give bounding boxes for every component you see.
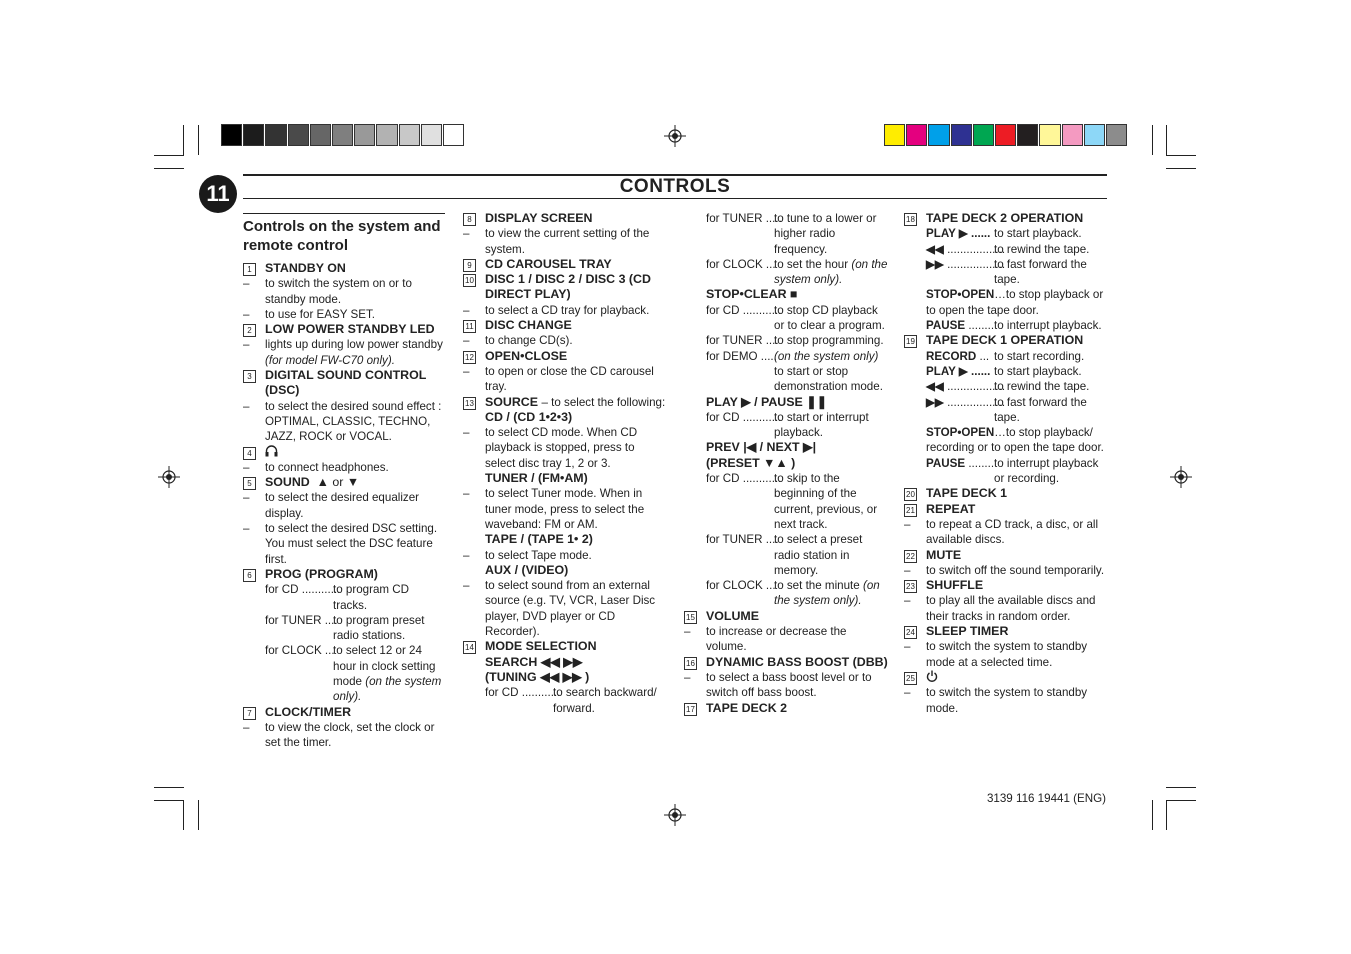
item-description: – to select the desired equalizer display. xyxy=(243,490,445,521)
item-description: – to select CD mode. When CD playback is stopped, press to select disc tray 1, 2 or 3. xyxy=(463,425,668,471)
crop-mark xyxy=(154,800,184,801)
control-item: 25 xyxy=(904,670,1109,685)
registration-mark-icon xyxy=(664,125,686,147)
mode-row: PLAY ▶ ...... to start playback. xyxy=(926,364,1082,378)
registration-mark-icon xyxy=(158,466,180,488)
crop-mark xyxy=(198,800,199,830)
color-swatch xyxy=(928,124,949,146)
fast-forward-icon: ▶▶ xyxy=(562,669,582,684)
control-item: 11 DISC CHANGE xyxy=(463,318,668,333)
control-item: 6 PROG (PROGRAM) xyxy=(243,567,445,582)
crop-mark xyxy=(198,125,199,155)
pause-icon: ❚❚ xyxy=(806,394,827,409)
page-number-badge: 11 xyxy=(199,175,237,213)
sub-heading: TAPE / (TAPE 1• 2) xyxy=(485,532,593,547)
play-icon: ▶ xyxy=(958,364,968,378)
crop-mark xyxy=(183,800,184,830)
color-swatch xyxy=(951,124,972,146)
item-description: – to select Tuner mode. When in tuner mode, press to select the waveband: FM or AM. xyxy=(463,486,668,532)
item-description: – to switch the system on or to standby mode. xyxy=(243,276,445,307)
mode-row: for CD ............ to program CD tracks. xyxy=(265,583,410,612)
item-description: – to change CD(s). xyxy=(463,333,668,348)
control-item: 21 REPEAT xyxy=(904,502,1109,517)
color-swatch xyxy=(221,124,242,146)
item-description: – to view the clock, set the clock or set the timer. xyxy=(243,720,445,751)
item-description: – to view the current setting of the system. xyxy=(463,226,668,257)
color-swatch xyxy=(399,124,420,146)
column-3 xyxy=(684,211,889,716)
play-icon: ▶ xyxy=(741,394,751,409)
sub-heading: STOP•CLEAR ■ xyxy=(706,287,798,302)
color-swatch xyxy=(1084,124,1105,146)
control-item: 13 SOURCE – to select the following: xyxy=(463,395,668,410)
mode-row: for CD ............ to start or interrupt playback. xyxy=(706,410,869,440)
item-description: – to select a CD tray for playback. xyxy=(463,303,668,318)
color-swatch xyxy=(443,124,464,146)
headphones-icon xyxy=(265,445,278,457)
color-swatch xyxy=(421,124,442,146)
mode-row: PAUSE ........ to interrupt playback or recording. xyxy=(926,456,1099,486)
mode-row: for TUNER .... to select a preset radio station in memory. xyxy=(706,533,863,577)
color-swatch xyxy=(884,124,905,146)
item-description: – to connect headphones. xyxy=(243,460,445,475)
item-description: – to switch the system to standby mode. xyxy=(904,685,1109,716)
column-2 xyxy=(463,211,668,716)
crop-mark xyxy=(1166,168,1196,169)
item-description: – to select the desired sound effect : OPTIMAL, CLASSIC, TECHNO, JAZZ, ROCK or VOCAL. xyxy=(243,399,445,445)
control-item: 15 VOLUME xyxy=(684,609,889,624)
mode-row: STOP•OPEN…to stop playback/ recording or to open the tape door. xyxy=(926,426,1104,455)
control-item: 3 DIGITAL SOUND CONTROL (DSC) xyxy=(243,368,445,399)
item-description: – to select a bass boost level or to switch off bass boost. xyxy=(684,670,889,701)
crop-mark xyxy=(1166,800,1167,830)
item-description: – to increase or decrease the volume. xyxy=(684,624,889,655)
play-icon: ▶ xyxy=(958,227,968,241)
sub-heading: PLAY ▶ / PAUSE ❚❚ xyxy=(706,394,827,409)
mode-row: RECORD ... to start recording. xyxy=(926,349,1085,363)
color-swatch xyxy=(1039,124,1060,146)
control-item: 16 DYNAMIC BASS BOOST (DBB) xyxy=(684,655,889,670)
color-swatch xyxy=(332,124,353,146)
control-item: 19 TAPE DECK 1 OPERATION xyxy=(904,333,1109,348)
color-swatch xyxy=(995,124,1016,146)
fast-forward-icon: ▶▶ xyxy=(563,654,583,669)
mode-row: for CLOCK ... to set the minute (on the system only). xyxy=(706,579,880,608)
sub-heading: CD / (CD 1•2•3) xyxy=(485,409,573,424)
mode-row: STOP•OPEN…to stop playback or to open the tape door. xyxy=(926,288,1104,317)
color-swatch xyxy=(376,124,397,146)
crop-mark xyxy=(1152,800,1153,830)
rewind-icon: ◀◀ xyxy=(540,654,560,669)
rewind-icon: ◀◀ xyxy=(926,380,944,394)
next-icon: ▶| xyxy=(803,440,817,455)
page-title: CONTROLS xyxy=(619,176,731,197)
document-code: 3139 116 19441 (ENG) xyxy=(986,792,1106,805)
mode-row: ◀◀ .................. to rewind the tape. xyxy=(926,380,1090,394)
control-item: 18 TAPE DECK 2 OPERATION xyxy=(904,211,1109,226)
control-item: 7 CLOCK/TIMER xyxy=(243,705,445,720)
crop-mark xyxy=(1166,125,1167,155)
mode-row: for CLOCK ... to select 12 or 24 hour in clock setting mode (on the system only). xyxy=(265,644,442,704)
rewind-icon: ◀◀ xyxy=(540,669,560,684)
rewind-icon: ◀◀ xyxy=(926,242,944,256)
sub-heading: TUNER / (FM•AM) xyxy=(485,471,588,486)
crop-mark xyxy=(154,787,184,788)
item-description: – to use for EASY SET. xyxy=(243,307,445,322)
item-description: – to select the desired DSC setting. You must select the DSC feature first. xyxy=(243,521,445,567)
control-item: 9 CD CAROUSEL TRAY xyxy=(463,257,668,272)
color-swatch xyxy=(973,124,994,146)
control-item: 14 MODE SELECTION xyxy=(463,639,668,654)
color-swatch xyxy=(243,124,264,146)
up-triangle-icon: ▲ xyxy=(316,475,329,490)
control-item: 23 SHUFFLE xyxy=(904,578,1109,593)
previous-icon: |◀ xyxy=(743,440,757,455)
item-description: – to switch off the sound temporarily. xyxy=(904,563,1109,578)
color-swatch xyxy=(1062,124,1083,146)
control-item: 8 DISPLAY SCREEN xyxy=(463,211,668,226)
control-item: 4 xyxy=(243,445,445,460)
color-swatch xyxy=(354,124,375,146)
mode-row: for CLOCK ... to set the hour (on the system only). xyxy=(706,257,888,287)
item-description: – to open or close the CD carousel tray. xyxy=(463,364,668,395)
control-item: 17 TAPE DECK 2 xyxy=(684,701,889,716)
color-swatch xyxy=(1017,124,1038,146)
mode-row: for CD ............ to stop CD playback or to clear a program. xyxy=(706,303,885,333)
mode-row: for TUNER .... to program preset radio stations. xyxy=(265,613,425,643)
header-rule-bottom xyxy=(243,198,1107,199)
sub-heading: (PRESET ▼▲ ) xyxy=(706,455,796,470)
down-triangle-icon: ▼ xyxy=(346,475,360,490)
mode-row: PLAY ▶ ...... to start playback. xyxy=(926,227,1082,241)
item-description: – to play all the available discs and their tracks in random order. xyxy=(904,593,1109,624)
mode-row: ▶▶ .................. to fast forward the tape. xyxy=(926,257,1087,287)
fast-forward-icon: ▶▶ xyxy=(926,257,944,271)
mode-row: PAUSE ........ to interrupt playback. xyxy=(926,319,1102,333)
control-item: 10 DISC 1 / DISC 2 / DISC 3 (CD DIRECT PLAY) xyxy=(463,272,668,303)
item-description: – to repeat a CD track, a disc, or all available discs. xyxy=(904,517,1109,548)
control-item: 12 OPEN•CLOSE xyxy=(463,349,668,364)
crop-mark xyxy=(183,125,184,155)
control-item: 2 LOW POWER STANDBY LED xyxy=(243,322,445,337)
color-swatch xyxy=(906,124,927,146)
control-item: 1 STANDBY ON xyxy=(243,261,445,276)
item-description: – to switch the system to standby mode at a selected time. xyxy=(904,639,1109,670)
mode-row: ▶▶ .................. to fast forward the tape. xyxy=(926,395,1087,424)
color-swatch xyxy=(288,124,309,146)
crop-mark xyxy=(1166,787,1196,788)
stop-icon: ■ xyxy=(789,287,798,302)
sub-heading: SEARCH ◀◀ ▶▶ xyxy=(485,654,583,669)
section-heading: Controls on the system and remote control xyxy=(243,213,445,255)
mode-row: for CD ............ to skip to the beginning of the current, previous, or next track. xyxy=(706,472,878,531)
item-description: – to select Tape mode. xyxy=(463,548,668,563)
column-4 xyxy=(904,211,1109,716)
mode-row: for TUNER ..... to tune to a lower or higher radio frequency. xyxy=(706,212,877,256)
registration-mark-icon xyxy=(1170,466,1192,488)
crop-mark xyxy=(1152,125,1153,155)
control-item: 5 SOUND ▲ or ▼ xyxy=(243,475,445,490)
control-item: 20 TAPE DECK 1 xyxy=(904,486,1109,501)
mode-row: for DEMO ..... (on the system only) to start or stop demonstration mode. xyxy=(706,349,883,394)
crop-mark xyxy=(1166,800,1196,801)
item-description: – to select sound from an external source (e.g. TV, VCR, Laser Disc player, DVD player or CD Recorder). xyxy=(463,578,668,639)
item-description: – lights up during low power standby (for model FW-C70 only). xyxy=(243,337,445,368)
sub-heading: (TUNING ◀◀ ▶▶ ) xyxy=(485,669,590,684)
sub-heading: AUX / (VIDEO) xyxy=(485,562,569,577)
down-triangle-icon: ▼ xyxy=(763,455,776,470)
up-triangle-icon: ▲ xyxy=(775,455,788,470)
column-1 xyxy=(243,211,445,751)
color-swatch xyxy=(310,124,331,146)
control-item: 24 SLEEP TIMER xyxy=(904,624,1109,639)
registration-mark-icon xyxy=(664,804,686,826)
mode-row: for TUNER .... to stop programming. xyxy=(706,334,884,348)
fast-forward-icon: ▶▶ xyxy=(926,395,944,409)
sub-heading: PREV |◀ / NEXT ▶| xyxy=(706,440,817,455)
color-swatch xyxy=(1106,124,1127,146)
crop-mark xyxy=(154,155,184,156)
mode-row: for CD ............ to search backward/ forward. xyxy=(485,686,657,715)
power-icon xyxy=(926,670,938,682)
crop-mark xyxy=(154,168,184,169)
control-item: 22 MUTE xyxy=(904,548,1109,563)
crop-mark xyxy=(1166,155,1196,156)
mode-row: ◀◀ .................. to rewind the tape. xyxy=(926,242,1090,256)
color-swatch xyxy=(265,124,286,146)
